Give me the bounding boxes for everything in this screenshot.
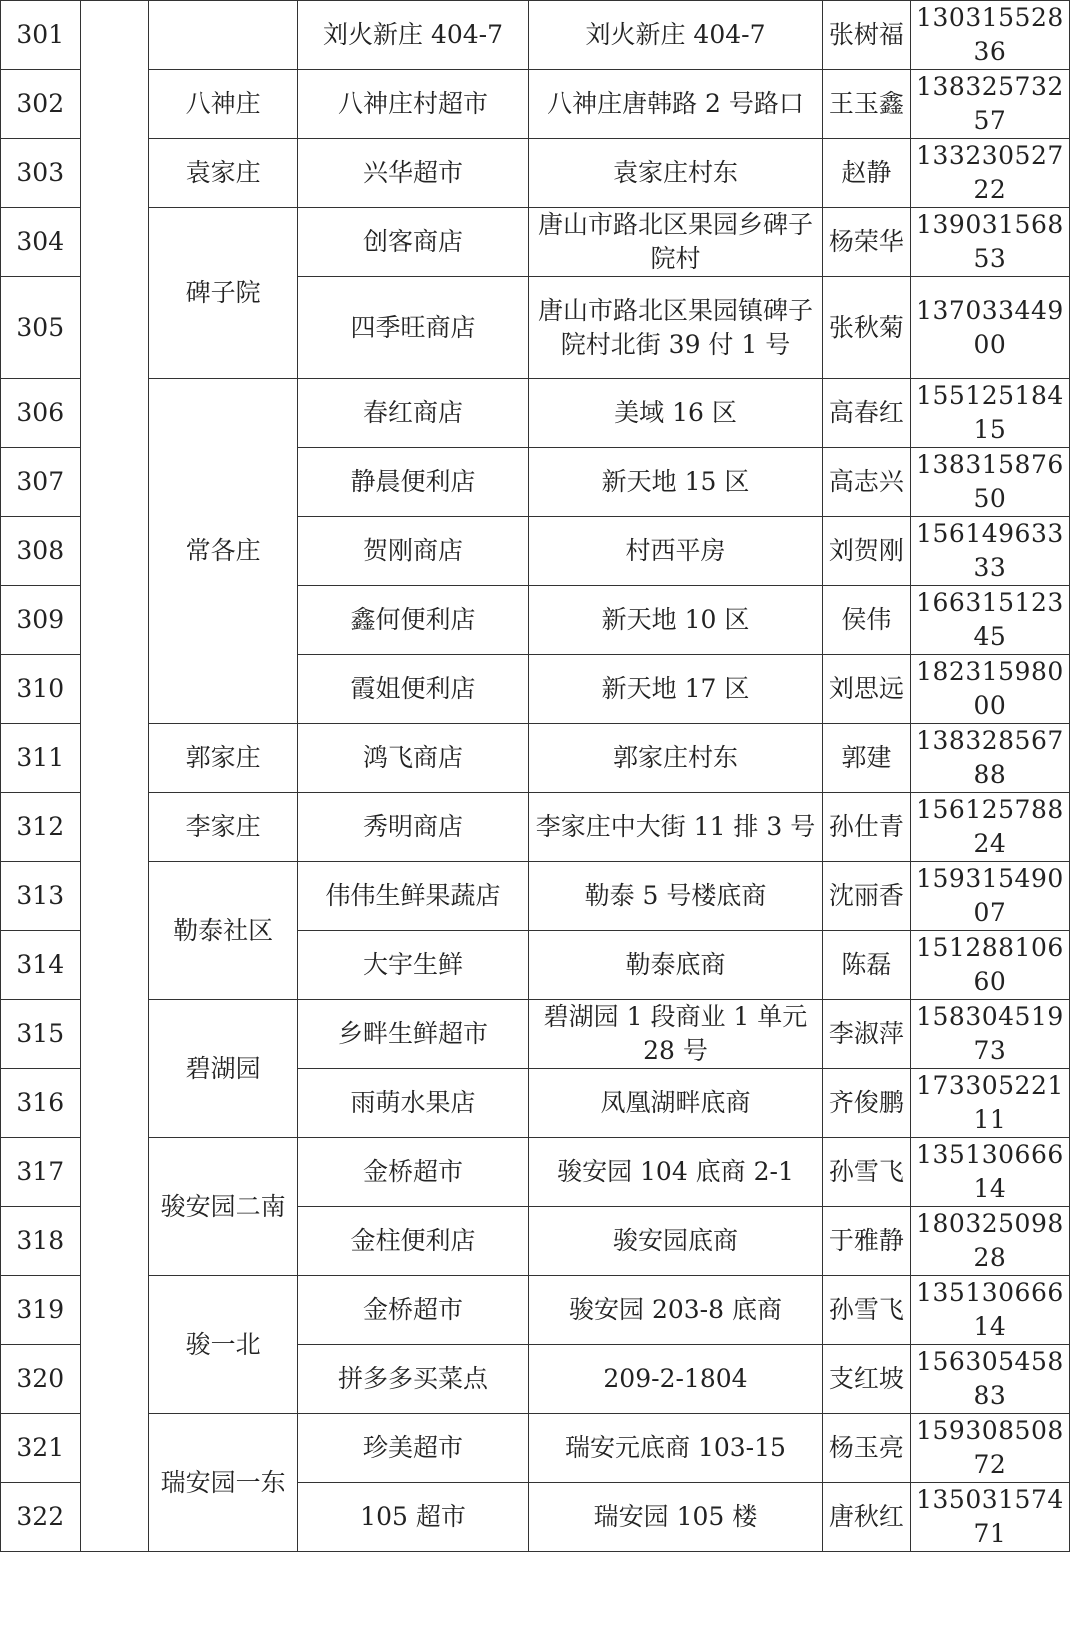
address: 新天地 17 区	[529, 655, 823, 724]
shop-name: 鸿飞商店	[297, 724, 528, 793]
row-number: 321	[1, 1414, 81, 1483]
table-row	[1, 1276, 1070, 1345]
shop-name: 雨萌水果店	[297, 1069, 528, 1138]
contact-person: 孙雪飞	[822, 1276, 910, 1345]
village-cell: 袁家庄	[149, 139, 297, 208]
address: 美域 16 区	[529, 379, 823, 448]
contact-person: 郭建	[822, 724, 910, 793]
contact-person: 刘思远	[822, 655, 910, 724]
row-number: 305	[1, 277, 81, 379]
contact-person: 王玉鑫	[822, 70, 910, 139]
phone-number: 13513066614	[910, 1138, 1069, 1207]
contact-person: 齐俊鹏	[822, 1069, 910, 1138]
row-number: 309	[1, 586, 81, 655]
table-row	[1, 1000, 1070, 1069]
table-row	[1, 1, 1070, 70]
address: 新天地 10 区	[529, 586, 823, 655]
row-number: 315	[1, 1000, 81, 1069]
address: 骏安园底商	[529, 1207, 823, 1276]
address: 瑞安元底商 103-15	[529, 1414, 823, 1483]
district-cell	[80, 1, 149, 1552]
address: 勒泰底商	[529, 931, 823, 1000]
row-number: 313	[1, 862, 81, 931]
shop-name: 霞姐便利店	[297, 655, 528, 724]
shop-name: 创客商店	[297, 208, 528, 277]
phone-number: 16631512345	[910, 586, 1069, 655]
address: 凤凰湖畔底商	[529, 1069, 823, 1138]
shop-name: 珍美超市	[297, 1414, 528, 1483]
village-cell: 骏一北	[149, 1276, 297, 1414]
phone-number: 13031552836	[910, 1, 1069, 70]
shop-name: 兴华超市	[297, 139, 528, 208]
table-row	[1, 793, 1070, 862]
contact-person: 陈磊	[822, 931, 910, 1000]
shop-name: 刘火新庄 404-7	[297, 1, 528, 70]
row-number: 308	[1, 517, 81, 586]
row-number: 303	[1, 139, 81, 208]
row-number: 316	[1, 1069, 81, 1138]
contact-person: 刘贺刚	[822, 517, 910, 586]
contact-person: 李淑萍	[822, 1000, 910, 1069]
contact-person: 赵静	[822, 139, 910, 208]
row-number: 307	[1, 448, 81, 517]
address: 骏安园 203-8 底商	[529, 1276, 823, 1345]
shop-name: 秀明商店	[297, 793, 528, 862]
phone-number: 13513066614	[910, 1276, 1069, 1345]
row-number: 322	[1, 1483, 81, 1552]
address: 郭家庄村东	[529, 724, 823, 793]
phone-number: 13503157471	[910, 1483, 1069, 1552]
shop-name: 八神庄村超市	[297, 70, 528, 139]
row-number: 301	[1, 1, 81, 70]
phone-number: 18032509828	[910, 1207, 1069, 1276]
shop-name: 伟伟生鲜果蔬店	[297, 862, 528, 931]
contact-person: 沈丽香	[822, 862, 910, 931]
address: 刘火新庄 404-7	[529, 1, 823, 70]
table-row	[1, 1138, 1070, 1207]
phone-number: 17330522111	[910, 1069, 1069, 1138]
village-cell: 骏安园二南	[149, 1138, 297, 1276]
table-row	[1, 379, 1070, 448]
shop-name: 金桥超市	[297, 1138, 528, 1207]
shop-name: 金柱便利店	[297, 1207, 528, 1276]
contact-person: 孙仕青	[822, 793, 910, 862]
village-cell: 瑞安园一东	[149, 1414, 297, 1552]
table-row	[1, 208, 1070, 277]
table-row	[1, 724, 1070, 793]
contact-person: 支红坡	[822, 1345, 910, 1414]
phone-number: 13832856788	[910, 724, 1069, 793]
phone-number: 13831587650	[910, 448, 1069, 517]
phone-number: 15930850872	[910, 1414, 1069, 1483]
phone-number: 15128810660	[910, 931, 1069, 1000]
contact-person: 张秋菊	[822, 277, 910, 379]
phone-number: 13323052722	[910, 139, 1069, 208]
row-number: 317	[1, 1138, 81, 1207]
table-row	[1, 1414, 1070, 1483]
shop-name: 鑫何便利店	[297, 586, 528, 655]
phone-number: 13703344900	[910, 277, 1069, 379]
shop-name: 金桥超市	[297, 1276, 528, 1345]
village-cell: 碑子院	[149, 208, 297, 379]
village-cell: 郭家庄	[149, 724, 297, 793]
village-cell: 勒泰社区	[149, 862, 297, 1000]
shop-name: 105 超市	[297, 1483, 528, 1552]
phone-number: 15830451973	[910, 1000, 1069, 1069]
row-number: 312	[1, 793, 81, 862]
address: 209-2-1804	[529, 1345, 823, 1414]
row-number: 311	[1, 724, 81, 793]
shop-name: 贺刚商店	[297, 517, 528, 586]
table-row	[1, 862, 1070, 931]
address: 骏安园 104 底商 2-1	[529, 1138, 823, 1207]
contact-person: 杨荣华	[822, 208, 910, 277]
phone-number: 13903156853	[910, 208, 1069, 277]
village-cell: 常各庄	[149, 379, 297, 724]
row-number: 318	[1, 1207, 81, 1276]
contact-person: 高志兴	[822, 448, 910, 517]
address: 唐山市路北区果园镇碑子院村北街 39 付 1 号	[529, 277, 823, 379]
address: 村西平房	[529, 517, 823, 586]
address: 碧湖园 1 段商业 1 单元 28 号	[529, 1000, 823, 1069]
row-number: 304	[1, 208, 81, 277]
village-cell	[149, 1, 297, 70]
contact-person: 杨玉亮	[822, 1414, 910, 1483]
shop-name: 四季旺商店	[297, 277, 528, 379]
village-cell: 李家庄	[149, 793, 297, 862]
row-number: 306	[1, 379, 81, 448]
contact-person: 唐秋红	[822, 1483, 910, 1552]
contact-person: 张树福	[822, 1, 910, 70]
phone-number: 15931549007	[910, 862, 1069, 931]
address: 新天地 15 区	[529, 448, 823, 517]
phone-number: 13832573257	[910, 70, 1069, 139]
phone-number: 15614963333	[910, 517, 1069, 586]
phone-number: 15612578824	[910, 793, 1069, 862]
row-number: 302	[1, 70, 81, 139]
row-number: 319	[1, 1276, 81, 1345]
address: 勒泰 5 号楼底商	[529, 862, 823, 931]
contact-person: 高春红	[822, 379, 910, 448]
village-cell: 碧湖园	[149, 1000, 297, 1138]
address: 瑞安园 105 楼	[529, 1483, 823, 1552]
address: 八神庄唐韩路 2 号路口	[529, 70, 823, 139]
row-number: 310	[1, 655, 81, 724]
phone-number: 15630545883	[910, 1345, 1069, 1414]
contact-person: 孙雪飞	[822, 1138, 910, 1207]
row-number: 320	[1, 1345, 81, 1414]
phone-number: 18231598000	[910, 655, 1069, 724]
shop-name: 乡畔生鲜超市	[297, 1000, 528, 1069]
table-row	[1, 139, 1070, 208]
shop-name: 静晨便利店	[297, 448, 528, 517]
shop-name: 春红商店	[297, 379, 528, 448]
table-row	[1, 70, 1070, 139]
shop-name: 大宇生鲜	[297, 931, 528, 1000]
contact-person: 侯伟	[822, 586, 910, 655]
address: 袁家庄村东	[529, 139, 823, 208]
phone-number: 15512518415	[910, 379, 1069, 448]
village-cell: 八神庄	[149, 70, 297, 139]
row-number: 314	[1, 931, 81, 1000]
address: 唐山市路北区果园乡碑子院村	[529, 208, 823, 277]
contact-person: 于雅静	[822, 1207, 910, 1276]
shop-name: 拼多多买菜点	[297, 1345, 528, 1414]
address: 李家庄中大街 11 排 3 号	[529, 793, 823, 862]
